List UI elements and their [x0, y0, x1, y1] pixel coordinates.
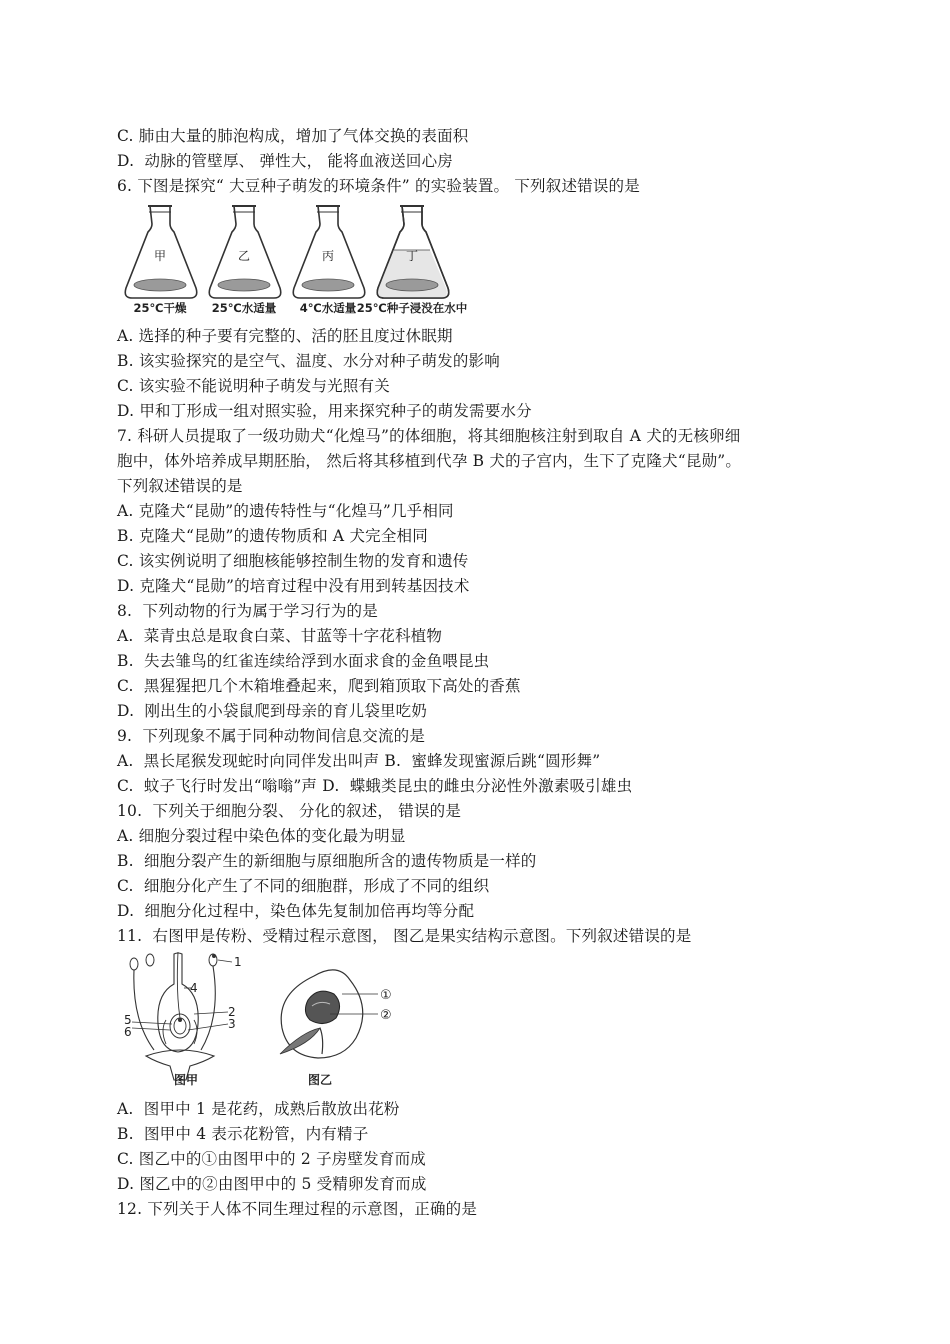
flask-caption: 25℃种子浸没在水中	[356, 301, 468, 315]
label-3: 3	[228, 1017, 236, 1031]
text-line-q6-b: B. 该实验探究的是空气、温度、水分对种子萌发的影响	[117, 352, 500, 370]
text-line-q10: 10. 下列关于细胞分裂、 分化的叙述， 错误的是	[117, 802, 462, 820]
text-line-q10-d: D. 细胞分化过程中，染色体先复制加倍再均等分配	[117, 902, 475, 920]
text-line-q5-d: D. 动脉的管壁厚、 弹性大， 能将血液送回心房	[117, 152, 454, 170]
text-line-q10-b: B. 细胞分裂产生的新细胞与原细胞所含的遗传物质是一样的	[117, 852, 537, 870]
flask-yi	[209, 206, 281, 315]
flask-label: 丙	[321, 249, 335, 263]
text-line-q6-d: D. 甲和丁形成一组对照实验，用来探究种子的萌发需要水分	[117, 402, 532, 420]
flask-label: 甲	[153, 249, 167, 263]
text-line-q8-d: D. 刚出生的小袋鼠爬到母亲的育儿袋里吃奶	[117, 702, 428, 720]
text-line-q8: 8. 下列动物的行为属于学习行为的是	[117, 602, 378, 620]
text-line-q11: 11. 右图甲是传粉、受精过程示意图， 图乙是果实结构示意图。下列叙述错误的是	[117, 927, 692, 945]
text-line-q9: 9. 下列现象不属于同种动物间信息交流的是	[117, 727, 426, 745]
text-line-q8-a: A. 菜青虫总是取食白菜、甘蓝等十字花科植物	[117, 627, 443, 645]
text-line-q11-b: B. 图甲中 4 表示花粉管，内有精子	[117, 1125, 369, 1143]
figure-caption: 图甲	[174, 1073, 199, 1087]
text-line-q7-1: 7. 科研人员提取了一级功勋犬“化煌马”的体细胞，将其细胞核注射到取自 A 犬的无核卵细	[117, 427, 741, 445]
text-line-q7-2: 胞中，体外培养成早期胚胎， 然后将其移植到代孕 B 犬的子宫内，生下了克隆犬“昆勋”。	[117, 452, 742, 470]
label-circle-2: ②	[380, 1008, 392, 1023]
text-line-q7-d: D. 克隆犬“昆勋”的培育过程中没有用到转基因技术	[117, 577, 470, 595]
flask-caption: 25℃水适量	[211, 301, 277, 315]
flask-caption: 4℃水适量	[299, 301, 357, 315]
flask-jia	[125, 206, 197, 315]
flask-bing	[293, 206, 365, 315]
text-line-q8-b: B. 失去雏鸟的红雀连续给浮到水面求食的金鱼喂昆虫	[117, 652, 490, 670]
text-line-q7-b: B. 克隆犬“昆勋”的遗传物质和 A 犬完全相同	[117, 527, 428, 545]
text-line-q7-3: 下列叙述错误的是	[117, 477, 243, 495]
flask-ding	[357, 206, 468, 315]
label-5: 5	[124, 1013, 132, 1027]
figure-caption: 图乙	[308, 1073, 333, 1087]
flask-label: 丁	[405, 249, 419, 263]
text-line-q6-a: A. 选择的种子要有完整的、活的胚且度过休眠期	[117, 327, 453, 345]
text-line-q11-c: C. 图乙中的①由图甲中的 2 子房壁发育而成	[117, 1150, 426, 1168]
flask-caption: 25℃干燥	[133, 301, 187, 315]
text-line-q7-a: A. 克隆犬“昆勋”的遗传特性与“化煌马”几乎相同	[117, 502, 454, 520]
label-4: 4	[190, 981, 198, 995]
text-line-q6: 6. 下图是探究“ 大豆种子萌发的环境条件” 的实验装置。 下列叙述错误的是	[117, 177, 640, 195]
label-2: 2	[228, 1005, 236, 1019]
text-line-q10-a: A. 细胞分裂过程中染色体的变化最为明显	[117, 827, 406, 845]
label-1: 1	[234, 955, 242, 969]
text-line-q9-ab: A. 黑长尾猴发现蛇时向同伴发出叫声 B. 蜜蜂发现蜜源后跳“圆形舞”	[117, 752, 601, 770]
fruit-structure-diagram-yi	[268, 960, 408, 1088]
label-6: 6	[124, 1025, 132, 1039]
seed-germination-flasks-figure	[120, 200, 500, 322]
pollination-diagram-jia	[118, 948, 258, 1088]
text-line-q9-cd: C. 蚊子飞行时发出“嗡嗡”声 D. 蝶蛾类昆虫的雌虫分泌性外激素吸引雄虫	[117, 777, 633, 795]
text-line-q5-c: C. 肺由大量的肺泡构成，增加了气体交换的表面积	[117, 127, 469, 145]
text-line-q11-d: D. 图乙中的②由图甲中的 5 受精卵发育而成	[117, 1175, 427, 1193]
text-line-q8-c: C. 黑猩猩把几个木箱堆叠起来，爬到箱顶取下高处的香蕉	[117, 677, 521, 695]
text-line-q12: 12. 下列关于人体不同生理过程的示意图，正确的是	[117, 1200, 478, 1218]
text-line-q6-c: C. 该实验不能说明种子萌发与光照有关	[117, 377, 390, 395]
text-line-q10-c: C. 细胞分化产生了不同的细胞群，形成了不同的组织	[117, 877, 490, 895]
text-line-q7-c: C. 该实例说明了细胞核能够控制生物的发育和遗传	[117, 552, 469, 570]
label-circle-1: ①	[380, 988, 392, 1003]
text-line-q11-a: A. 图甲中 1 是花药，成熟后散放出花粉	[117, 1100, 400, 1118]
flask-label: 乙	[237, 249, 251, 263]
